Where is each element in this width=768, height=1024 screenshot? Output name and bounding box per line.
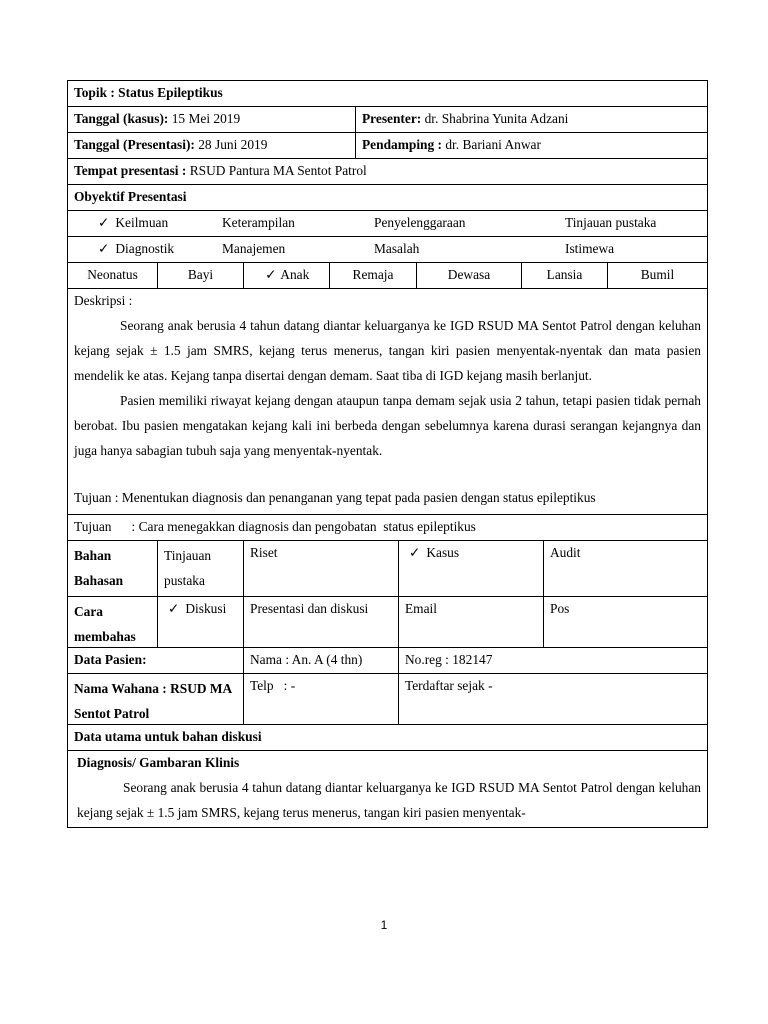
cara-label: Cara membahas [74,604,136,644]
presenter-label: Presenter: [362,111,422,126]
option-penyelenggaraan: Penyelenggaraan [374,215,466,230]
pendamping-label: Pendamping : [362,137,442,152]
option-diagnostik [98,239,222,259]
data-utama-title: Data utama untuk bahan diskusi [74,729,262,744]
wahana-telp: Telp : - [243,674,398,724]
obyektif-options-2 [68,237,707,262]
tanggal-presentasi-value: 28 Juni 2019 [194,137,268,152]
option-keterampilan: Keterampilan [222,215,295,230]
row-deskripsi [67,289,708,515]
presenter-cell [355,107,707,132]
cara-pos: Pos [543,597,707,647]
option-istimewa: Istimewa [565,241,615,256]
umur-anak [243,263,329,288]
presentation-form [67,80,708,828]
data-pasien-nama: Nama : An. A (4 thn) [243,648,398,673]
checkmark-icon: ✓ [98,215,110,230]
deskripsi-cell [68,289,707,514]
cara-diskusi-label: Diskusi [185,601,227,616]
checkmark-icon: ✓ [168,601,180,616]
row-obyektif-1 [67,211,708,237]
tanggal-kasus-label: Tanggal (kasus): [74,111,169,126]
wahana-label: Nama Wahana : RSUD MA Sentot Patrol [74,681,232,721]
umur-anak-label: Anak [280,267,310,282]
checkmark-icon: ✓ [98,241,110,256]
topik-text: Topik : Status Epileptikus [74,85,223,100]
option-manajemen: Manajemen [222,241,286,256]
data-pasien-label: Data Pasien: [74,652,147,667]
obyektif-title: Obyektif Presentasi [74,189,187,204]
row-umur [67,263,708,289]
checkmark-icon: ✓ [409,545,421,560]
tanggal-presentasi-label: Tanggal (Presentasi): [74,137,195,152]
page-number: 1 [380,918,388,932]
row-obyektif-title [67,185,708,211]
option-label: Keilmuan [115,215,169,230]
data-pasien-noreg: No.reg : 182147 [398,648,707,673]
tujuan-khusus: Tujuan : Cara menegakkan diagnosis dan pengobatan status epileptikus [74,519,476,534]
umur-remaja: Remaja [329,263,416,288]
tanggal-presentasi-cell [68,133,355,158]
cara-diskusi [157,597,243,647]
umur-dewasa: Dewasa [416,263,521,288]
bahan-riset: Riset [243,541,398,596]
diagnosis-paragraph: Seorang anak berusia 4 tahun datang diantar keluarganya ke IGD RSUD MA Sentot Patrol dengan keluhan kejang sejak ± 1.5 jam SMRS, kejang terus menerus, tangan kiri pasien menyentak- [77,780,701,820]
bahan-audit: Audit [543,541,707,596]
option-tinjauan-pustaka: Tinjauan pustaka [565,215,657,230]
row-tempat [67,159,708,185]
pendamping-value: dr. Bariani Anwar [441,137,541,152]
row-tanggal-kasus [67,107,708,133]
presenter-value: dr. Shabrina Yunita Adzani [421,111,569,126]
tempat-label: Tempat presentasi : [74,163,187,178]
bahan-tinjauan-pustaka: Tinjauan pustaka [157,541,243,596]
umur-bayi: Bayi [157,263,243,288]
row-diagnosis [67,751,708,828]
checkmark-icon: ✓ [265,267,277,282]
umur-bumil: Bumil [607,263,707,288]
row-wahana [67,674,708,725]
bahan-label: Bahan Bahasan [74,548,124,588]
row-data-pasien [67,648,708,674]
option-label: Diagnostik [115,241,175,256]
obyektif-options-1 [68,211,707,236]
pendamping-cell [355,133,707,158]
deskripsi-paragraph-2: Pasien memiliki riwayat kejang dengan ataupun tanpa demam sejak usia 2 tahun, tetapi pasien tidak pernah berobat. Ibu pasien mengatakan kejang kali ini berbeda dengan sebelumnya karena durasi serangan kejangnya dan juga hanya sabagian tubuh saja yang menyentak-nyentak. [74,393,701,458]
option-keilmuan [98,213,222,233]
option-masalah: Masalah [374,241,420,256]
row-bahan-bahasan [67,541,708,597]
row-tujuan [67,515,708,541]
row-data-utama [67,725,708,751]
row-obyektif-2 [67,237,708,263]
umur-neonatus: Neonatus [87,267,138,282]
tanggal-kasus-value: 15 Mei 2019 [168,111,241,126]
diagnosis-cell [68,751,707,827]
bahan-kasus [398,541,543,596]
tanggal-kasus-cell [68,107,355,132]
bahan-kasus-label: Kasus [426,545,460,560]
deskripsi-label: Deskripsi : [74,293,133,308]
tempat-cell [68,159,707,184]
tempat-value: RSUD Pantura MA Sentot Patrol [186,163,367,178]
cara-presentasi-diskusi: Presentasi dan diskusi [243,597,398,647]
row-cara-membahas [67,597,708,648]
wahana-terdaftar: Terdaftar sejak - [398,674,707,724]
tujuan-umum: Tujuan : Menentukan diagnosis dan penanganan yang tepat pada pasien dengan status epileptikus [74,490,596,505]
cara-email: Email [398,597,543,647]
row-tanggal-presentasi [67,133,708,159]
row-topik [67,80,708,107]
umur-lansia: Lansia [521,263,607,288]
deskripsi-paragraph-1: Seorang anak berusia 4 tahun datang diantar keluarganya ke IGD RSUD MA Sentot Patrol dengan keluhan kejang sejak ± 1.5 jam SMRS, kejang terus menerus, tangan kiri pasien menyentak-nyentak dan mata pasien mendelik ke atas. Kejang tanpa disertai dengan demam. Saat tiba di IGD kejang masih berlanjut. [74,318,701,383]
diagnosis-label: Diagnosis/ Gambaran Klinis [77,755,240,770]
